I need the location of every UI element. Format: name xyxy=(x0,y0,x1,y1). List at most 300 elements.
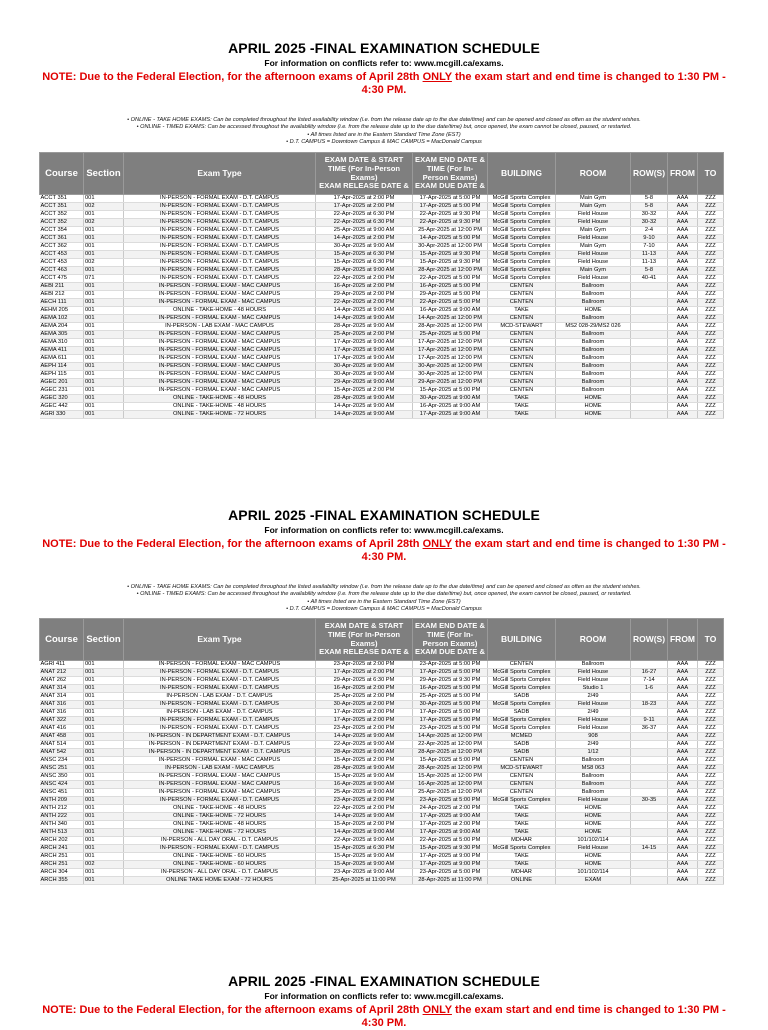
cell-from: AAA xyxy=(668,251,698,259)
cell-to: ZZZ xyxy=(698,411,724,419)
cell-section: 001 xyxy=(84,877,124,885)
cell-to: ZZZ xyxy=(698,749,724,757)
cell-from: AAA xyxy=(668,749,698,757)
election-note xyxy=(40,538,728,564)
cell-room: Field House xyxy=(556,701,631,709)
cell-start: 22-Apr-2025 at 9:00 AM xyxy=(316,837,413,845)
cell-room: Ballroom xyxy=(556,371,631,379)
cell-room: HOME xyxy=(556,403,631,411)
cell-exam-type: IN-PERSON - FORMAL EXAM - D.T. CAMPUS xyxy=(124,677,316,685)
cell-building: SADB xyxy=(488,709,556,717)
cell-exam-type: IN-PERSON - FORMAL EXAM - D.T. CAMPUS xyxy=(124,669,316,677)
cell-course: AEMA 611 xyxy=(40,355,84,363)
cell-to: ZZZ xyxy=(698,837,724,845)
cell-building: MDHAR xyxy=(488,837,556,845)
cell-building: McGill Sports Complex xyxy=(488,211,556,219)
cell-rows xyxy=(631,379,668,387)
cell-exam-type: IN-PERSON - FORMAL EXAM - MAC CAMPUS xyxy=(124,387,316,395)
cell-start: 15-Apr-2025 at 2:00 PM xyxy=(316,757,413,765)
cell-section: 001 xyxy=(84,821,124,829)
cell-end: 15-Apr-2025 at 9:30 PM xyxy=(413,251,488,259)
cell-section: 001 xyxy=(84,403,124,411)
cell-course: ANAT 316 xyxy=(40,701,84,709)
cell-exam-type: IN-PERSON - FORMAL EXAM - D.T. CAMPUS xyxy=(124,195,316,203)
cell-to: ZZZ xyxy=(698,741,724,749)
cell-room: Field House xyxy=(556,677,631,685)
table-row xyxy=(40,805,724,813)
cell-course: AGRI 411 xyxy=(40,661,84,669)
table-row xyxy=(40,379,724,387)
cell-from: AAA xyxy=(668,395,698,403)
cell-section: 001 xyxy=(84,411,124,419)
cell-room: HOME xyxy=(556,411,631,419)
col-exam-type: Exam Type xyxy=(124,153,316,195)
cell-course: AGEC 320 xyxy=(40,395,84,403)
cell-to: ZZZ xyxy=(698,371,724,379)
cell-building: TAKE xyxy=(488,403,556,411)
cell-exam-type: IN-PERSON - FORMAL EXAM - D.T. CAMPUS xyxy=(124,243,316,251)
cell-course: ANAT 542 xyxy=(40,749,84,757)
cell-from: AAA xyxy=(668,813,698,821)
cell-course: ACCT 352 xyxy=(40,211,84,219)
cell-end: 30-Apr-2025 at 12:00 PM xyxy=(413,371,488,379)
cell-to: ZZZ xyxy=(698,765,724,773)
cell-building: TAKE xyxy=(488,829,556,837)
cell-section: 001 xyxy=(84,661,124,669)
rule-take-home: • ONLINE - TAKE HOME EXAMS: Can be completed throughout the listed availability window (i.e. from the release date up to the due date/time) and can be opened and closed as often as the student wishes. xyxy=(127,584,641,590)
cell-section: 001 xyxy=(84,243,124,251)
cell-end: 29-Apr-2025 at 9:30 PM xyxy=(413,677,488,685)
cell-exam-type: IN-PERSON - FORMAL EXAM - MAC CAMPUS xyxy=(124,781,316,789)
table-row xyxy=(40,323,724,331)
cell-room: Ballroom xyxy=(556,283,631,291)
cell-rows xyxy=(631,323,668,331)
cell-room: Ballroom xyxy=(556,363,631,371)
cell-end: 17-Apr-2025 at 2:00 PM xyxy=(413,821,488,829)
cell-end: 28-Apr-2025 at 12:00 PM xyxy=(413,749,488,757)
cell-end: 28-Apr-2025 at 12:00 PM xyxy=(413,267,488,275)
cell-course: ACCT 475 xyxy=(40,275,84,283)
table-row xyxy=(40,339,724,347)
cell-from: AAA xyxy=(668,677,698,685)
table-row xyxy=(40,733,724,741)
cell-exam-type: ONLINE - TAKE-HOME - 60 HOURS xyxy=(124,853,316,861)
cell-rows: 1-6 xyxy=(631,685,668,693)
cell-section: 001 xyxy=(84,235,124,243)
cell-rows: 30-32 xyxy=(631,219,668,227)
cell-exam-type: IN-PERSON - FORMAL EXAM - MAC CAMPUS xyxy=(124,363,316,371)
cell-building: CENTEN xyxy=(488,661,556,669)
cell-to: ZZZ xyxy=(698,669,724,677)
cell-course: ARCH 304 xyxy=(40,869,84,877)
table-row xyxy=(40,693,724,701)
cell-exam-type: IN-PERSON - FORMAL EXAM - MAC CAMPUS xyxy=(124,347,316,355)
cell-exam-type: IN-PERSON - FORMAL EXAM - MAC CAMPUS xyxy=(124,371,316,379)
cell-end: 22-Apr-2025 at 9:30 PM xyxy=(413,219,488,227)
cell-room: 2/49 xyxy=(556,709,631,717)
cell-room: Ballroom xyxy=(556,387,631,395)
cell-course: ANAT 322 xyxy=(40,717,84,725)
cell-to: ZZZ xyxy=(698,877,724,885)
cell-start: 22-Apr-2025 at 9:00 AM xyxy=(316,741,413,749)
cell-room: Field House xyxy=(556,259,631,267)
table-row xyxy=(40,741,724,749)
cell-rows: 40-41 xyxy=(631,275,668,283)
exam-schedule-table xyxy=(39,618,724,885)
col-building: BUILDING xyxy=(488,619,556,661)
cell-start: 28-Apr-2025 at 9:00 AM xyxy=(316,749,413,757)
cell-rows: 5-8 xyxy=(631,203,668,211)
cell-rows: 30-35 xyxy=(631,797,668,805)
cell-room: Main Gym xyxy=(556,203,631,211)
cell-course: AEMA 102 xyxy=(40,315,84,323)
table-row xyxy=(40,685,724,693)
table-row xyxy=(40,717,724,725)
cell-exam-type: IN-PERSON - FORMAL EXAM - MAC CAMPUS xyxy=(124,379,316,387)
cell-start: 17-Apr-2025 at 2:00 PM xyxy=(316,195,413,203)
cell-end: 17-Apr-2025 at 5:00 PM xyxy=(413,195,488,203)
cell-section: 001 xyxy=(84,845,124,853)
cell-exam-type: IN-PERSON - ALL DAY ORAL - D.T. CAMPUS xyxy=(124,837,316,845)
table-row xyxy=(40,267,724,275)
cell-exam-type: IN-PERSON - FORMAL EXAM - MAC CAMPUS xyxy=(124,283,316,291)
table-row xyxy=(40,677,724,685)
cell-end: 28-Apr-2025 at 11:00 PM xyxy=(413,877,488,885)
cell-course: ANAT 314 xyxy=(40,685,84,693)
cell-section: 001 xyxy=(84,757,124,765)
table-row xyxy=(40,403,724,411)
cell-from: AAA xyxy=(668,773,698,781)
col-course: Course xyxy=(40,619,84,661)
cell-exam-type: IN-PERSON - FORMAL EXAM - MAC CAMPUS xyxy=(124,291,316,299)
cell-building: McGill Sports Complex xyxy=(488,685,556,693)
col-section: Section xyxy=(84,153,124,195)
rule-timed: • ONLINE - TIMED EXAMS: Can be accessed throughout the availability window (i.e. from the release date up to the due date/time) but, once opened, the exam cannot be closed, paused, or restarted. xyxy=(136,591,632,598)
cell-section: 001 xyxy=(84,323,124,331)
cell-start: 17-Apr-2025 at 2:00 PM xyxy=(316,669,413,677)
cell-building: MCMED xyxy=(488,733,556,741)
cell-section: 001 xyxy=(84,363,124,371)
cell-start: 23-Apr-2025 at 9:00 AM xyxy=(316,869,413,877)
col-building: BUILDING xyxy=(488,153,556,195)
cell-exam-type: IN-PERSON - FORMAL EXAM - MAC CAMPUS xyxy=(124,299,316,307)
cell-building: TAKE xyxy=(488,861,556,869)
cell-to: ZZZ xyxy=(698,291,724,299)
cell-start: 14-Apr-2025 at 9:00 AM xyxy=(316,403,413,411)
cell-start: 25-Apr-2025 at 9:00 AM xyxy=(316,227,413,235)
cell-from: AAA xyxy=(668,765,698,773)
col-start-label: EXAM DATE & START TIME (For In-Person Exams) xyxy=(324,155,404,182)
cell-end: 30-Apr-2025 at 12:00 PM xyxy=(413,363,488,371)
cell-rows: 9-11 xyxy=(631,717,668,725)
cell-building: CENTEN xyxy=(488,781,556,789)
cell-end: 23-Apr-2025 at 5:00 PM xyxy=(413,661,488,669)
cell-section: 001 xyxy=(84,347,124,355)
cell-course: ANTH 209 xyxy=(40,797,84,805)
cell-course: ACCT 352 xyxy=(40,219,84,227)
cell-start: 28-Apr-2025 at 9:00 AM xyxy=(316,323,413,331)
cell-start: 15-Apr-2025 at 9:00 AM xyxy=(316,853,413,861)
cell-start: 15-Apr-2025 at 9:00 AM xyxy=(316,773,413,781)
cell-rows xyxy=(631,355,668,363)
cell-to: ZZZ xyxy=(698,845,724,853)
cell-to: ZZZ xyxy=(698,251,724,259)
cell-section: 001 xyxy=(84,741,124,749)
cell-to: ZZZ xyxy=(698,403,724,411)
cell-rows xyxy=(631,315,668,323)
cell-end: 24-Apr-2025 at 2:00 PM xyxy=(413,805,488,813)
table-row xyxy=(40,661,724,669)
cell-to: ZZZ xyxy=(698,717,724,725)
cell-rows xyxy=(631,813,668,821)
cell-section: 001 xyxy=(84,805,124,813)
cell-building: CENTEN xyxy=(488,371,556,379)
col-start-label: EXAM DATE & START TIME (For In-Person Exams) xyxy=(324,621,404,648)
cell-rows: 18-23 xyxy=(631,701,668,709)
cell-exam-type: IN-PERSON - FORMAL EXAM - D.T. CAMPUS xyxy=(124,203,316,211)
cell-rows: 16-27 xyxy=(631,669,668,677)
cell-section: 001 xyxy=(84,717,124,725)
cell-to: ZZZ xyxy=(698,709,724,717)
table-row xyxy=(40,227,724,235)
cell-start: 29-Apr-2025 at 6:30 PM xyxy=(316,677,413,685)
cell-to: ZZZ xyxy=(698,203,724,211)
cell-section: 001 xyxy=(84,733,124,741)
col-start-label-2: EXAM RELEASE DATE & xyxy=(319,181,409,191)
cell-exam-type: IN-PERSON - FORMAL EXAM - MAC CAMPUS xyxy=(124,661,316,669)
cell-rows xyxy=(631,307,668,315)
cell-exam-type: IN-PERSON - LAB EXAM - D.T. CAMPUS xyxy=(124,693,316,701)
col-room: ROOM xyxy=(556,153,631,195)
cell-end: 22-Apr-2025 at 5:00 PM xyxy=(413,299,488,307)
cell-course: ANTH 513 xyxy=(40,829,84,837)
conflicts-info: For information on conflicts refer to: www.mcgill.ca/exams. xyxy=(264,58,504,68)
exam-rules-list xyxy=(0,117,768,147)
cell-rows xyxy=(631,283,668,291)
cell-end: 14-Apr-2025 at 12:00 PM xyxy=(413,315,488,323)
cell-from: AAA xyxy=(668,781,698,789)
cell-building: McGill Sports Complex xyxy=(488,219,556,227)
cell-rows xyxy=(631,299,668,307)
cell-course: ACCT 351 xyxy=(40,195,84,203)
cell-end: 22-Apr-2025 at 5:00 PM xyxy=(413,275,488,283)
cell-course: AEBI 212 xyxy=(40,291,84,299)
rule-timezone: • All times listed are in the Eastern Standard Time Zone (EST) xyxy=(307,598,461,605)
cell-to: ZZZ xyxy=(698,331,724,339)
cell-building: ONLINE xyxy=(488,877,556,885)
cell-start: 15-Apr-2025 at 9:00 AM xyxy=(316,861,413,869)
cell-rows xyxy=(631,773,668,781)
cell-course: ACCT 362 xyxy=(40,243,84,251)
cell-section: 001 xyxy=(84,725,124,733)
col-start xyxy=(316,153,413,195)
cell-end: 17-Apr-2025 at 9:00 AM xyxy=(413,813,488,821)
cell-section: 001 xyxy=(84,853,124,861)
cell-building: SADB xyxy=(488,693,556,701)
cell-course: ANAT 416 xyxy=(40,725,84,733)
cell-building: CENTEN xyxy=(488,283,556,291)
cell-rows: 36-37 xyxy=(631,725,668,733)
cell-end: 17-Apr-2025 at 5:00 PM xyxy=(413,669,488,677)
cell-from: AAA xyxy=(668,845,698,853)
table-row xyxy=(40,235,724,243)
cell-rows xyxy=(631,869,668,877)
cell-section: 001 xyxy=(84,781,124,789)
cell-room: Ballroom xyxy=(556,347,631,355)
cell-from: AAA xyxy=(668,379,698,387)
cell-exam-type: IN-PERSON - IN DEPARTMENT EXAM - D.T. CAMPUS xyxy=(124,749,316,757)
cell-exam-type: IN-PERSON - FORMAL EXAM - D.T. CAMPUS xyxy=(124,797,316,805)
table-row xyxy=(40,669,724,677)
cell-start: 16-Apr-2025 at 9:00 AM xyxy=(316,781,413,789)
cell-rows xyxy=(631,853,668,861)
cell-exam-type: IN-PERSON - FORMAL EXAM - D.T. CAMPUS xyxy=(124,211,316,219)
note-text-end: the exam start and end time is changed to 1:30 PM - 4:30 PM. xyxy=(361,71,726,96)
cell-building: TAKE xyxy=(488,813,556,821)
table-row xyxy=(40,219,724,227)
cell-end: 30-Apr-2025 at 12:00 PM xyxy=(413,243,488,251)
cell-rows xyxy=(631,347,668,355)
cell-end: 14-Apr-2025 at 12:00 PM xyxy=(413,733,488,741)
cell-section: 001 xyxy=(84,307,124,315)
cell-end: 16-Apr-2025 at 5:00 PM xyxy=(413,283,488,291)
cell-section: 002 xyxy=(84,219,124,227)
table-row xyxy=(40,789,724,797)
cell-building: TAKE xyxy=(488,805,556,813)
cell-exam-type: ONLINE - TAKE-HOME - 72 HOURS xyxy=(124,411,316,419)
table-row xyxy=(40,821,724,829)
table-row xyxy=(40,797,724,805)
cell-from: AAA xyxy=(668,411,698,419)
col-room: ROOM xyxy=(556,619,631,661)
cell-room: EXAM xyxy=(556,877,631,885)
cell-to: ZZZ xyxy=(698,387,724,395)
cell-to: ZZZ xyxy=(698,307,724,315)
cell-exam-type: ONLINE TAKE HOME EXAM - 72 HOURS xyxy=(124,877,316,885)
cell-exam-type: ONLINE - TAKE-HOME - 60 HOURS xyxy=(124,861,316,869)
page-3-header xyxy=(0,973,768,1030)
cell-room: HOME xyxy=(556,829,631,837)
cell-start: 25-Apr-2025 at 9:00 AM xyxy=(316,789,413,797)
cell-rows xyxy=(631,395,668,403)
note-emphasis: ONLY xyxy=(422,538,452,550)
cell-to: ZZZ xyxy=(698,797,724,805)
cell-start: 22-Apr-2025 at 2:00 PM xyxy=(316,275,413,283)
cell-to: ZZZ xyxy=(698,219,724,227)
cell-building: McGill Sports Complex xyxy=(488,251,556,259)
cell-room: HOME xyxy=(556,853,631,861)
cell-end: 22-Apr-2025 at 5:00 PM xyxy=(413,837,488,845)
cell-from: AAA xyxy=(668,371,698,379)
cell-building: CENTEN xyxy=(488,331,556,339)
cell-start: 17-Apr-2025 at 9:00 AM xyxy=(316,355,413,363)
cell-to: ZZZ xyxy=(698,395,724,403)
cell-room: Field House xyxy=(556,797,631,805)
cell-rows: 7-14 xyxy=(631,677,668,685)
cell-end: 17-Apr-2025 at 12:00 PM xyxy=(413,355,488,363)
cell-to: ZZZ xyxy=(698,733,724,741)
cell-section: 001 xyxy=(84,379,124,387)
cell-from: AAA xyxy=(668,275,698,283)
col-exam-type: Exam Type xyxy=(124,619,316,661)
cell-building: CENTEN xyxy=(488,387,556,395)
note-emphasis: ONLY xyxy=(422,71,452,83)
cell-to: ZZZ xyxy=(698,355,724,363)
cell-start: 14-Apr-2025 at 9:00 AM xyxy=(316,315,413,323)
cell-from: AAA xyxy=(668,243,698,251)
table-row xyxy=(40,861,724,869)
cell-rows xyxy=(631,709,668,717)
page-title: APRIL 2025 -FINAL EXAMINATION SCHEDULE xyxy=(228,973,540,989)
exam-rules-list xyxy=(0,584,768,614)
cell-start: 14-Apr-2025 at 2:00 PM xyxy=(316,235,413,243)
cell-room: MS2 028-29/MS2 026 xyxy=(556,323,631,331)
table-row xyxy=(40,347,724,355)
cell-from: AAA xyxy=(668,869,698,877)
cell-exam-type: IN-PERSON - IN DEPARTMENT EXAM - D.T. CAMPUS xyxy=(124,741,316,749)
cell-course: ANTH 222 xyxy=(40,813,84,821)
cell-room: Field House xyxy=(556,725,631,733)
cell-course: ANTH 340 xyxy=(40,821,84,829)
exam-schedule-table xyxy=(39,152,724,419)
cell-start: 15-Apr-2025 at 6:30 PM xyxy=(316,259,413,267)
cell-to: ZZZ xyxy=(698,829,724,837)
table-row xyxy=(40,709,724,717)
cell-section: 001 xyxy=(84,677,124,685)
cell-exam-type: IN-PERSON - FORMAL EXAM - D.T. CAMPUS xyxy=(124,685,316,693)
cell-rows xyxy=(631,363,668,371)
cell-room: Field House xyxy=(556,251,631,259)
table-row xyxy=(40,315,724,323)
cell-room: Field House xyxy=(556,845,631,853)
cell-exam-type: IN-PERSON - FORMAL EXAM - D.T. CAMPUS xyxy=(124,275,316,283)
cell-rows xyxy=(631,837,668,845)
cell-start: 17-Apr-2025 at 2:00 PM xyxy=(316,717,413,725)
cell-exam-type: ONLINE - TAKE-HOME - 48 HOURS xyxy=(124,403,316,411)
col-end xyxy=(413,619,488,661)
cell-room: Studio 1 xyxy=(556,685,631,693)
cell-from: AAA xyxy=(668,853,698,861)
cell-building: McGill Sports Complex xyxy=(488,267,556,275)
cell-rows xyxy=(631,829,668,837)
cell-building: McGill Sports Complex xyxy=(488,797,556,805)
cell-section: 002 xyxy=(84,861,124,869)
cell-rows: 30-32 xyxy=(631,211,668,219)
cell-section: 001 xyxy=(84,813,124,821)
cell-end: 17-Apr-2025 at 12:00 PM xyxy=(413,339,488,347)
cell-to: ZZZ xyxy=(698,701,724,709)
cell-room: Field House xyxy=(556,211,631,219)
cell-building: SADB xyxy=(488,741,556,749)
cell-building: CENTEN xyxy=(488,789,556,797)
cell-end: 30-Apr-2025 at 9:00 AM xyxy=(413,395,488,403)
cell-from: AAA xyxy=(668,235,698,243)
cell-end: 16-Apr-2025 at 12:00 PM xyxy=(413,781,488,789)
cell-rows xyxy=(631,805,668,813)
cell-from: AAA xyxy=(668,211,698,219)
cell-exam-type: ONLINE - TAKE-HOME - 72 HOURS xyxy=(124,829,316,837)
cell-room: HOME xyxy=(556,813,631,821)
cell-section: 001 xyxy=(84,701,124,709)
table-row xyxy=(40,307,724,315)
cell-from: AAA xyxy=(668,829,698,837)
cell-section: 001 xyxy=(84,267,124,275)
cell-building: CENTEN xyxy=(488,773,556,781)
table-row xyxy=(40,363,724,371)
col-to: TO xyxy=(698,153,724,195)
cell-to: ZZZ xyxy=(698,347,724,355)
cell-end: 16-Apr-2025 at 5:00 PM xyxy=(413,685,488,693)
